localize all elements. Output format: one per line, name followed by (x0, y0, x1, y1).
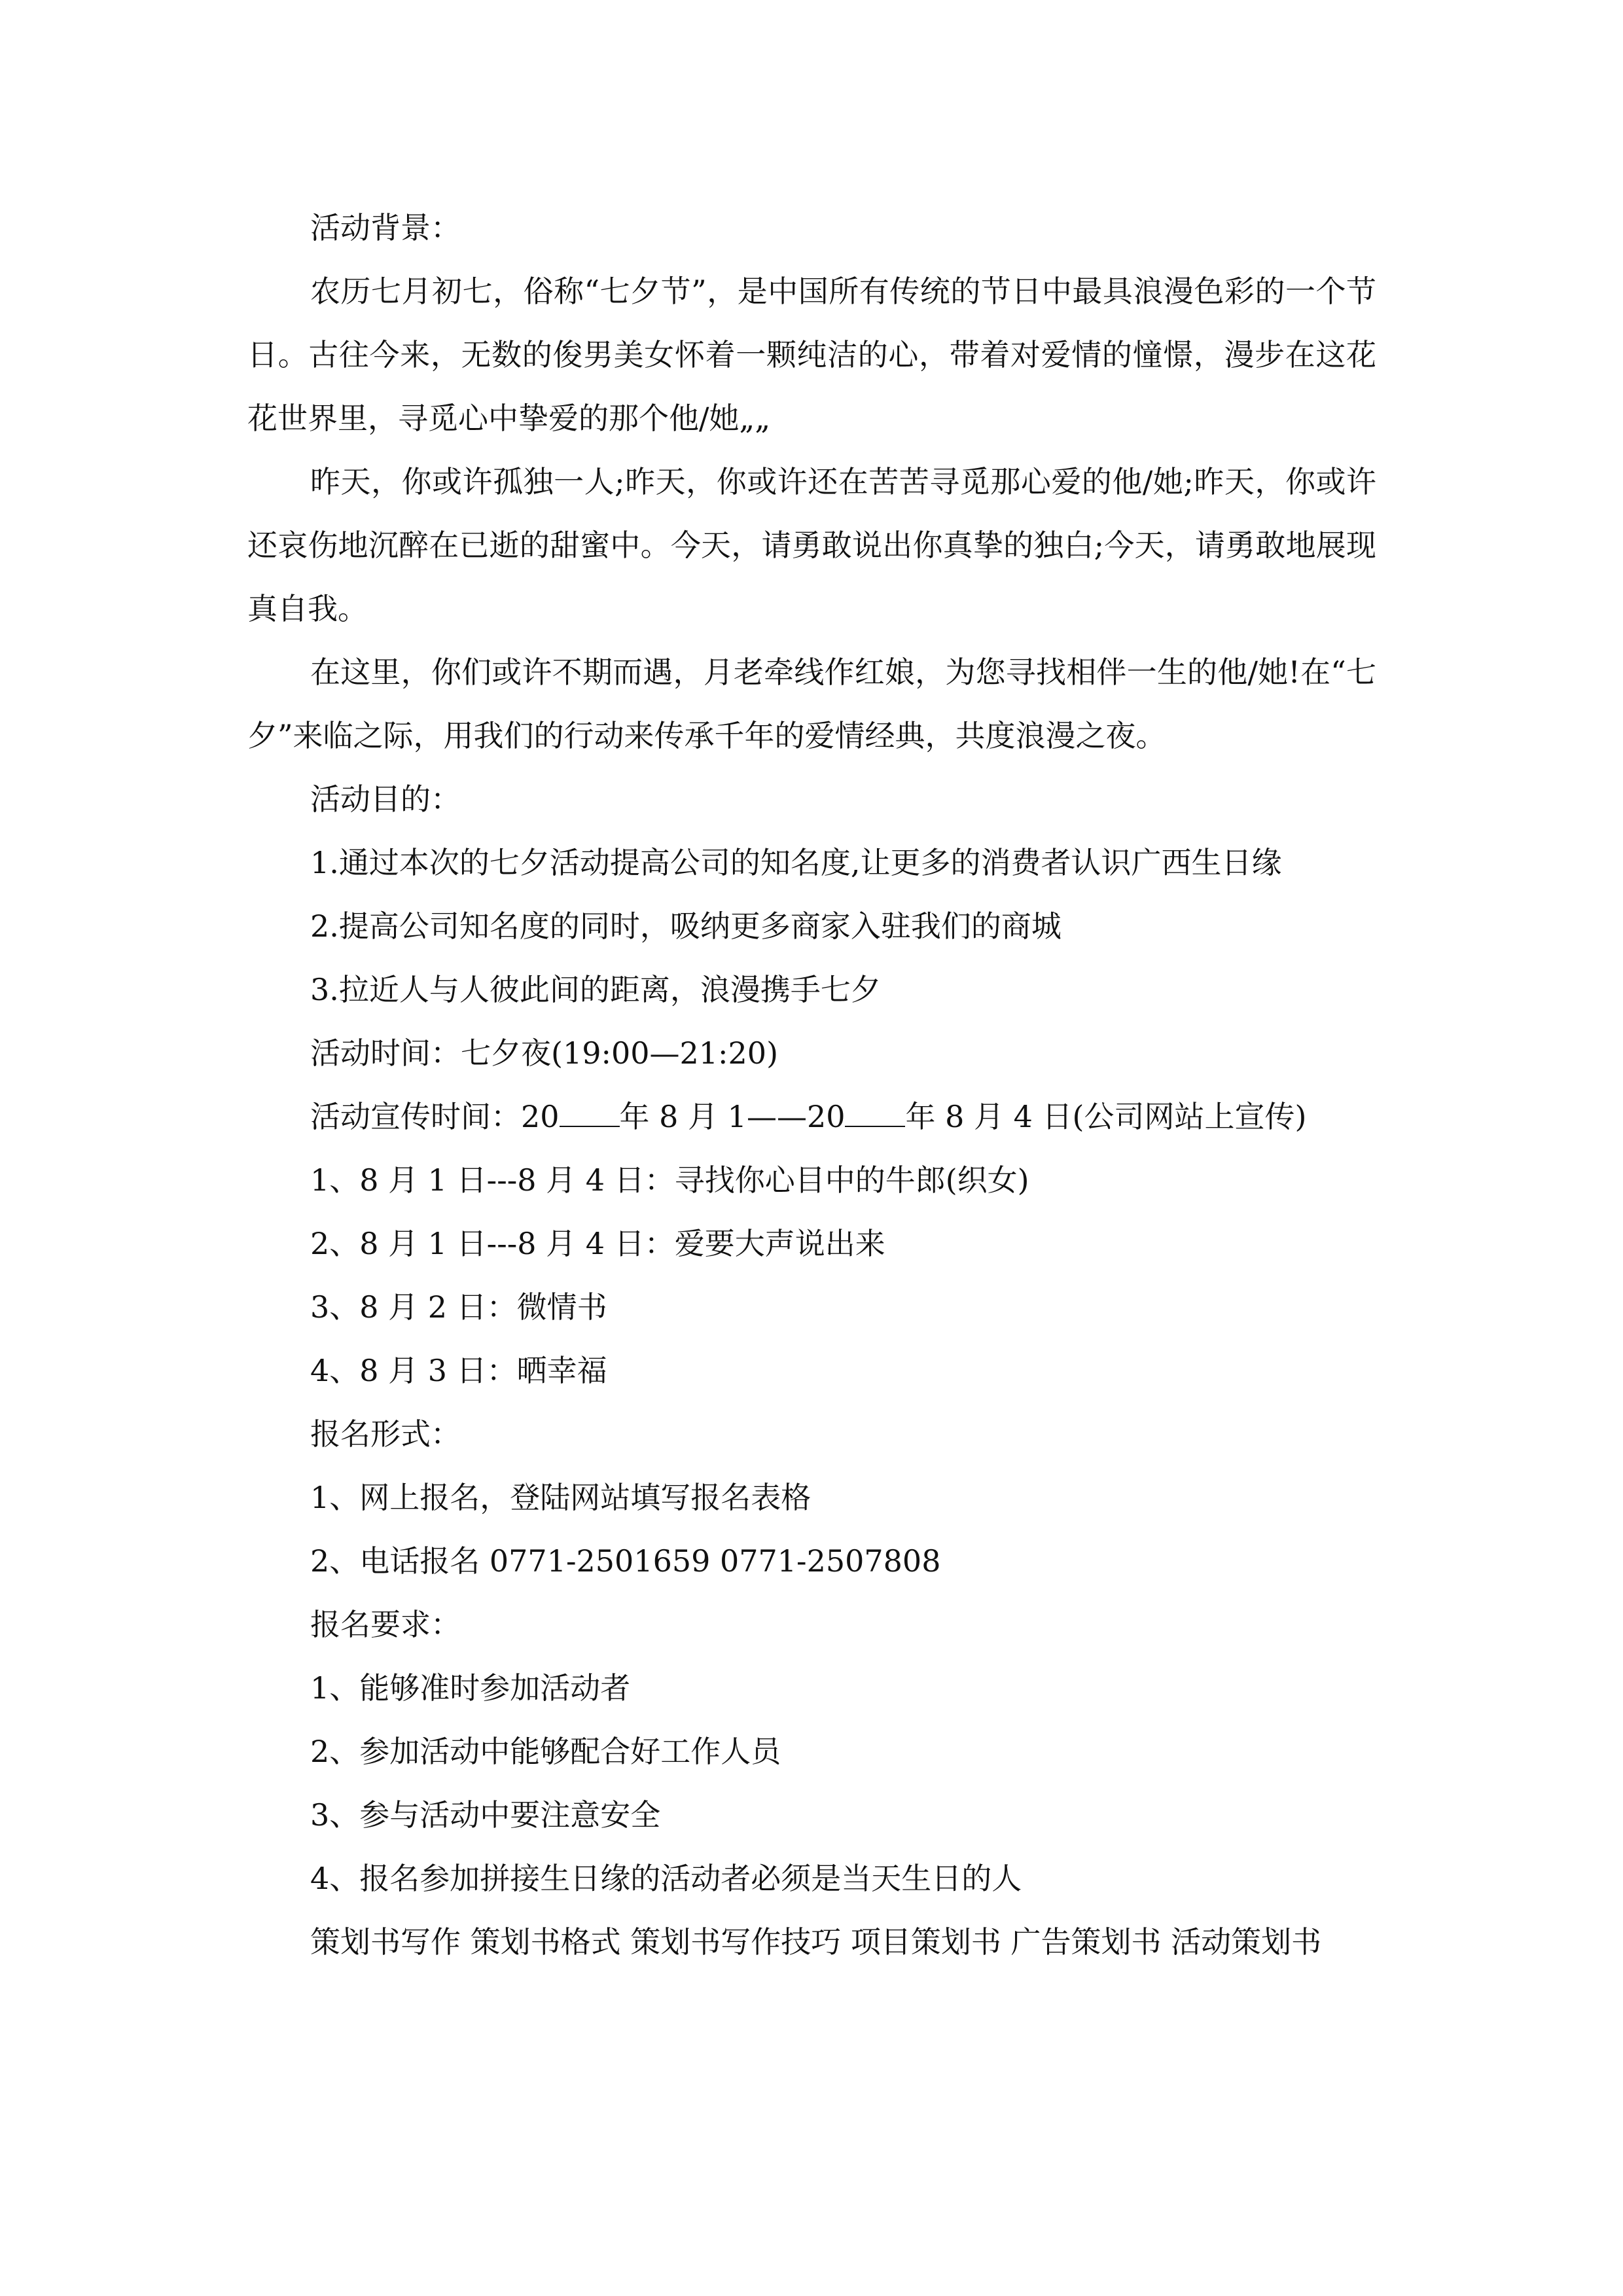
purpose-item: 1.通过本次的七夕活动提高公司的知名度,让更多的消费者认识广西生日缘 (310, 845, 1282, 880)
year-blank (845, 1100, 905, 1127)
background-paragraph-2: 昨天，你或许孤独一人;昨天，你或许还在苦苦寻觅那心爱的他/她;昨天，你或许还哀伤地沉醉在已逝的甜蜜中。今天，请勇敢说出你真挚的独白;今天，请勇敢地展现真自我。 (247, 464, 1376, 626)
schedule-item: 2、8 月 1 日---8 月 4 日：爱要大声说出来 (310, 1226, 885, 1261)
promotion-time-part: 年 8 月 4 日(公司网站上宣传) (905, 1099, 1307, 1134)
requirement-item: 1、能够准时参加活动者 (310, 1670, 631, 1706)
background-paragraph-3: 在这里，你们或许不期而遇，月老牵线作红娘，为您寻找相伴一生的他/她!在“七夕”来临之际，用我们的行动来传承千年的爱情经典，共度浪漫之夜。 (247, 655, 1376, 753)
requirements-heading: 报名要求： (310, 1607, 461, 1642)
promotion-time (247, 1085, 1376, 1149)
document-body (247, 196, 1376, 1974)
background-heading: 活动背景： (310, 210, 461, 245)
purpose-heading: 活动目的： (310, 781, 461, 817)
promotion-time-part: 年 8 月 1——20 (619, 1099, 846, 1134)
year-blank (560, 1100, 620, 1127)
purpose-item: 2.提高公司知名度的同时，吸纳更多商家入驻我们的商城 (310, 908, 1061, 944)
schedule-item: 3、8 月 2 日：微情书 (310, 1289, 607, 1325)
requirement-item: 2、参加活动中能够配合好工作人员 (310, 1734, 781, 1769)
signup-heading: 报名形式： (310, 1416, 461, 1452)
schedule-item: 1、8 月 1 日---8 月 4 日：寻找你心目中的牛郎(织女) (310, 1162, 1029, 1198)
activity-time: 活动时间：七夕夜(19:00—21:20) (310, 1035, 779, 1071)
promotion-time-part: 活动宣传时间：20 (310, 1099, 560, 1134)
background-paragraph-1: 农历七月初七，俗称“七夕节”，是中国所有传统的节日中最具浪漫色彩的一个节日。古往今来，无数的俊男美女怀着一颗纯洁的心，带着对爱情的憧憬，漫步在这花花世界里，寻觅心中挚爱的那个他/她„„ (247, 274, 1376, 436)
requirement-item: 4、报名参加拼接生日缘的活动者必须是当天生日的人 (310, 1861, 1022, 1896)
signup-item: 2、电话报名 0771-2501659 0771-2507808 (310, 1543, 941, 1579)
tags-line: 策划书写作 策划书格式 策划书写作技巧 项目策划书 广告策划书 活动策划书 (310, 1924, 1322, 1960)
purpose-item: 3.拉近人与人彼此间的距离，浪漫携手七夕 (310, 972, 881, 1007)
schedule-item: 4、8 月 3 日：晒幸福 (310, 1353, 607, 1388)
signup-item: 1、网上报名，登陆网站填写报名表格 (310, 1480, 812, 1515)
requirement-item: 3、参与活动中要注意安全 (310, 1797, 661, 1833)
